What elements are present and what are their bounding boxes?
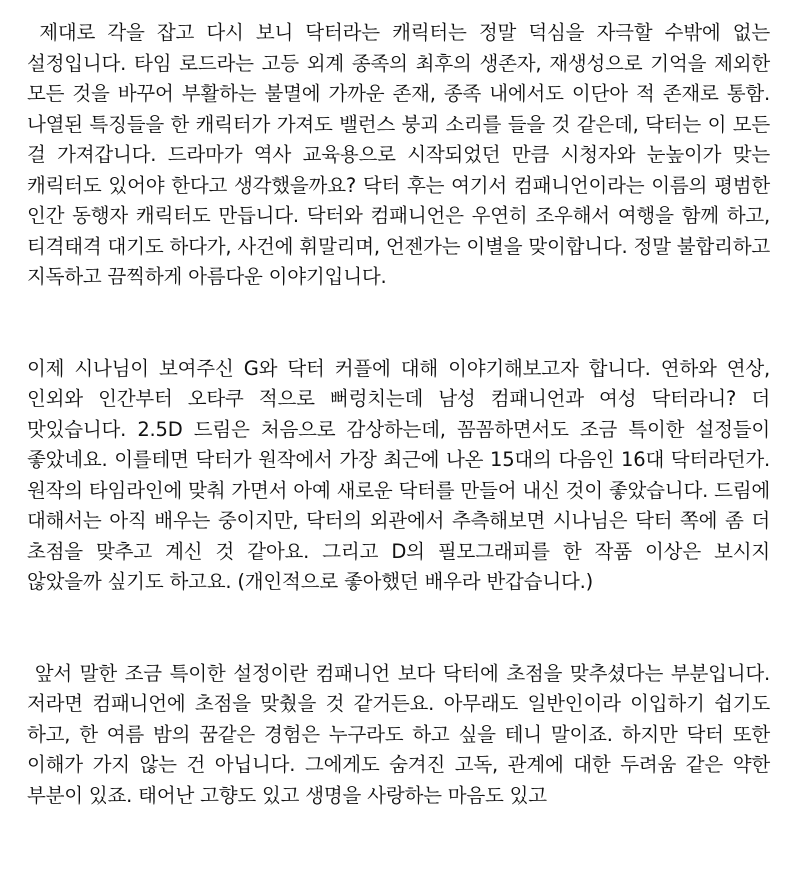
paragraph-spacer	[27, 293, 770, 354]
paragraph-g-and-doctor: 이제 시나님이 보여주신 G와 닥터 커플에 대해 이야기해보고자 합니다. 연하와 연상, 인외와 인간부터 오타쿠 적으로 뻐렁치는데 남성 컴패니언과 여성 닥터라니? 더 맛있습니다. 2.5D 드림은 처음으로 감상하는데, 꼼꼼하면서도 조금 특이한 설정들이 좋았네요. 이를테면 닥터가 원작에서 가장 최근에 나온 15대의 다음인 16대 닥터라던가. 원작의 타임라인에 맞춰 가면서 아예 새로운 닥터를 만들어 내신 것이 좋았습니다. 드림에 대해서는 아직 배우는 중이지만, 닥터의 외관에서 추측해보면 시나님은 닥터 쪽에 좀 더 초점을 맞추고 계신 것 같아요. 그리고 D의 필모그래피를 한 작품 이상은 보시지 않았을까 싶기도 하고요. (개인적으로 좋아했던 배우라 반갑습니다.)	[27, 356, 776, 593]
paragraph-unique-setting: 앞서 말한 조금 특이한 설정이란 컴패니언 보다 닥터에 초점을 맞추셨다는 부분입니다. 저라면 컴패니언에 초점을 맞췄을 것 같거든요. 아무래도 일반인이라 이입하기 쉽기도 하고, 한 여름 밤의 꿈같은 경험은 누구라도 하고 싶을 테니 말이죠. 하지만 닥터 또한 이해가 가지 않는 건 아닙니다. 그에게도 숨겨진 고독, 관계에 대한 두려움 같은 약한 부분이 있죠. 태어난 고향도 있고 생명을 사랑하는 마음도 있고	[27, 661, 776, 807]
paragraph-doctor-character: 제대로 각을 잡고 다시 보니 닥터라는 캐릭터는 정말 덕심을 자극할 수밖에 없는 설정입니다. 타임 로드라는 고등 외계 종족의 최후의 생존자, 재생성으로 기억을 제외한 모든 것을 바꾸어 부활하는 불멸에 가까운 존재, 종족 내에서도 이단아 적 존재로 통함. 나열된 특징들을 한 캐릭터가 가져도 밸런스 붕괴 소리를 들을 것 같은데, 닥터는 이 모든 걸 가져갑니다. 드라마가 역사 교육용으로 시작되었던 만큼 시청자와 눈높이가 맞는 캐릭터도 있어야 한다고 생각했을까요? 닥터 후는 여기서 컴패니언이라는 이름의 평범한 인간 동행자 캐릭터도 만듭니다. 닥터와 컴패니언은 우연히 조우해서 여행을 함께 하고, 티격태격 대기도 하다가, 사건에 휘말리며, 언젠가는 이별을 맞이합니다. 정말 불합리하고 지독하고 끔찍하게 아름다운 이야기입니다.	[27, 21, 776, 288]
paragraph-spacer	[27, 598, 770, 659]
